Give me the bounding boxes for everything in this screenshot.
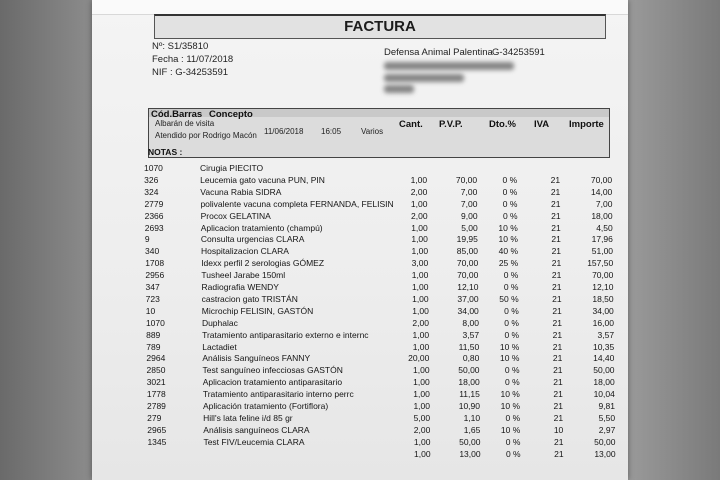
item-pvp: 37,00: [457, 293, 479, 304]
item-qty: 1,00: [412, 329, 430, 340]
item-iva: 21: [552, 293, 562, 304]
item-discount: 0 %: [503, 282, 519, 292]
item-description: Lactadiet: [202, 341, 237, 352]
company-name: Defensa Animal Palentina: [384, 47, 493, 58]
item-pvp: 10,90: [458, 401, 480, 411]
table-row: [94, 294, 628, 306]
item-description: polivalente vacuna completa FERNANDA, FELISIN: [200, 198, 394, 209]
header-iva: IVA: [534, 119, 550, 130]
table-row: [93, 246, 628, 258]
item-discount: 0 %: [505, 436, 521, 447]
item-qty: 3,00: [411, 258, 429, 269]
item-pvp: 0,80: [462, 353, 480, 364]
item-code: 2779: [144, 198, 164, 209]
item-code: 1778: [146, 389, 166, 400]
item-code: 10: [145, 305, 156, 316]
item-qty: 1,00: [413, 365, 430, 376]
albaran-label: Albarán de visita: [155, 119, 215, 128]
item-description: Tratamiento antiparasitario externo e internc: [202, 329, 369, 340]
albaran-time: 16:05: [321, 127, 342, 136]
item-discount: 0 %: [504, 329, 520, 340]
item-pvp: 70,00: [457, 270, 479, 281]
item-discount: 0 %: [502, 210, 518, 221]
item-pvp: 12,10: [457, 282, 479, 292]
item-pvp: 50,00: [459, 436, 481, 447]
item-discount: 0 %: [502, 174, 518, 185]
item-importe: 50,00: [594, 436, 616, 447]
title-bar: [154, 14, 606, 39]
item-pvp: 1,10: [463, 412, 481, 423]
item-discount: 0 %: [502, 186, 518, 197]
table-row: [94, 318, 628, 330]
item-importe: 51,00: [591, 246, 614, 257]
item-description: Análisis sanguíneos CLARA: [203, 424, 310, 435]
item-iva: 10: [553, 424, 564, 435]
table-row: [93, 234, 628, 246]
item-discount: 10 %: [500, 424, 521, 435]
item-iva: 21: [551, 258, 562, 269]
item-discount: 10 %: [500, 389, 520, 400]
item-code: 2964: [146, 353, 166, 364]
item-code: 340: [145, 246, 160, 257]
item-code: 2965: [147, 424, 167, 435]
item-iva: 21: [550, 186, 561, 197]
attended-by: Atendido por Rodrigo Macón: [155, 131, 257, 140]
item-iva: 21: [553, 436, 564, 447]
item-discount: 0 %: [505, 448, 521, 459]
item-importe: 10,35: [592, 341, 615, 352]
header-concept: Concepto: [209, 109, 253, 120]
item-pvp: 11,15: [459, 389, 480, 400]
item-iva: 21: [553, 389, 563, 400]
albaran-type: Varios: [361, 127, 384, 136]
item-iva: 21: [552, 305, 562, 316]
item-pvp: 19,95: [456, 234, 478, 245]
company-nif: G-34253591: [492, 47, 545, 58]
item-importe: 18,50: [592, 293, 614, 304]
item-qty: 20,00: [408, 353, 430, 364]
item-pvp: 1,65: [463, 424, 481, 435]
table-row: [93, 211, 628, 223]
header-code: Cód.Barras: [151, 109, 203, 120]
item-iva: 21: [552, 317, 562, 328]
table-row: [95, 401, 628, 413]
table-row: [96, 449, 628, 461]
item-qty: 1,00: [412, 293, 429, 304]
item-iva: 21: [554, 448, 564, 459]
item-importe: 9,81: [598, 401, 615, 411]
header-dto: Dto.%: [489, 119, 516, 130]
invoice-nif: NIF : G-34253591: [152, 67, 229, 78]
item-iva: 21: [553, 412, 564, 423]
item-importe: 16,00: [592, 317, 614, 328]
invoice-paper: [92, 0, 628, 480]
item-importe: 70,00: [590, 174, 613, 185]
table-row: [92, 163, 628, 175]
item-qty: 1,00: [411, 222, 428, 233]
item-qty: 2,00: [410, 186, 428, 197]
item-pvp: 7,00: [460, 198, 478, 209]
item-iva: 21: [550, 174, 561, 185]
item-iva: 21: [553, 377, 563, 388]
item-code: 347: [145, 282, 160, 292]
item-discount: 0 %: [502, 198, 518, 209]
redacted-address-line: [384, 85, 414, 93]
item-iva: 21: [551, 234, 561, 245]
item-importe: 2,97: [598, 424, 616, 435]
item-importe: 17,96: [591, 234, 613, 245]
item-description: Test sanguíneo infecciosas GASTÓN: [202, 365, 343, 376]
item-pvp: 7,00: [460, 186, 478, 197]
item-code: 3021: [146, 377, 166, 388]
table-row: [95, 389, 628, 401]
invoice-title: FACTURA: [344, 18, 416, 35]
item-discount: 0 %: [504, 317, 519, 328]
item-code: 1070: [144, 163, 163, 173]
item-qty: 1,00: [412, 341, 430, 352]
item-iva: 21: [553, 365, 563, 376]
table-row: [94, 330, 628, 342]
item-importe: 14,00: [591, 186, 613, 197]
item-iva: 21: [552, 282, 562, 292]
albaran-date: 11/06/2018: [264, 127, 304, 136]
item-discount: 50 %: [499, 293, 519, 304]
item-iva: 21: [551, 210, 561, 221]
header-qty: Cant.: [399, 119, 423, 130]
item-importe: 7,00: [595, 198, 613, 209]
item-description: Análisis Sanguíneos FANNY: [202, 353, 311, 364]
header-pvp: P.V.P.: [439, 119, 463, 130]
item-pvp: 5,00: [461, 222, 478, 233]
item-code: 279: [147, 412, 162, 423]
item-discount: 10 %: [498, 234, 518, 245]
item-discount: 10 %: [500, 401, 520, 411]
item-code: 889: [146, 329, 161, 340]
previous-page-edge: [92, 0, 628, 15]
table-row: [95, 425, 628, 437]
item-description: Leucemia gato vacuna PUN, PIN: [200, 174, 325, 185]
item-importe: 18,00: [591, 210, 613, 221]
item-discount: 0 %: [505, 412, 521, 423]
table-row: [95, 377, 628, 389]
invoice-date: Fecha : 11/07/2018: [152, 54, 234, 65]
item-pvp: 18,00: [458, 377, 480, 388]
table-row: [93, 223, 628, 235]
item-qty: 1,00: [413, 436, 431, 447]
item-qty: 1,00: [412, 305, 429, 316]
item-iva: 21: [552, 329, 563, 340]
item-description: Procox GELATINA: [200, 210, 271, 221]
item-importe: 5,50: [598, 412, 616, 423]
item-description: castracion gato TRISTÁN: [201, 293, 298, 304]
item-description: Vacuna Rabia SIDRA: [200, 186, 282, 197]
item-pvp: 85,00: [456, 246, 479, 257]
item-pvp: 3,57: [462, 329, 480, 340]
item-code: 1708: [145, 258, 165, 269]
item-importe: 4,50: [596, 222, 613, 233]
item-pvp: 8,00: [462, 317, 479, 328]
item-importe: 13,00: [594, 448, 616, 459]
item-importe: 3,57: [597, 329, 615, 340]
table-row: [94, 342, 628, 354]
item-description: Hospitalizacion CLARA: [201, 246, 289, 257]
item-description: Test FIV/Leucemia CLARA: [203, 436, 305, 447]
item-qty: 1,00: [413, 377, 430, 388]
item-code: 326: [144, 174, 159, 185]
item-pvp: 34,00: [457, 305, 479, 316]
item-code: 723: [145, 293, 160, 304]
header-importe: Importe: [569, 119, 604, 130]
item-discount: 0 %: [504, 365, 520, 376]
item-qty: 1,00: [410, 198, 428, 209]
item-code: 9: [144, 234, 150, 245]
item-code: 1070: [145, 317, 165, 328]
table-row: [93, 270, 628, 282]
item-pvp: 13,00: [459, 448, 481, 459]
item-description: Tratamiento antiparasitario interno perrc: [202, 389, 354, 400]
item-qty: 1,00: [411, 246, 429, 257]
item-importe: 14,40: [593, 353, 615, 364]
item-code: 1345: [147, 436, 167, 447]
item-qty: 2,00: [413, 424, 431, 435]
item-qty: 2,00: [412, 317, 429, 328]
item-discount: 10 %: [500, 353, 520, 364]
item-discount: 0 %: [503, 270, 519, 281]
item-code: 789: [146, 341, 161, 352]
table-row: [92, 199, 628, 211]
item-description: Duphalac: [201, 317, 238, 328]
table-row: [95, 437, 628, 449]
item-code: 2693: [144, 222, 164, 233]
item-iva: 21: [552, 341, 563, 352]
item-discount: 0 %: [504, 305, 519, 316]
item-description: Cirugia PIECITO: [200, 163, 264, 173]
item-pvp: 50,00: [458, 365, 480, 376]
table-row: [95, 365, 628, 377]
item-pvp: 9,00: [461, 210, 478, 221]
item-iva: 21: [552, 353, 563, 364]
item-qty: 1,00: [413, 401, 430, 411]
item-description: Radiografia WENDY: [201, 282, 279, 292]
item-pvp: 70,00: [456, 258, 479, 269]
item-importe: 12,10: [592, 282, 614, 292]
background-right: [628, 0, 720, 480]
item-description: Idexx perfil 2 serologias GÓMEZ: [201, 258, 325, 269]
item-description: Hill's lata feline i/d 85 gr: [203, 412, 293, 423]
item-code: 2789: [147, 401, 166, 411]
redacted-address-line: [384, 62, 514, 70]
item-description: Aplicacion tratamiento antiparasitario: [202, 377, 343, 388]
item-iva: 21: [551, 270, 562, 281]
table-row: [92, 175, 628, 187]
item-iva: 21: [551, 246, 562, 257]
item-importe: 157,50: [587, 258, 614, 269]
redacted-address-line: [384, 74, 464, 82]
item-qty: 1,00: [410, 174, 428, 185]
notes-label: NOTAS :: [148, 147, 183, 157]
item-discount: 10 %: [498, 222, 518, 233]
table-row: [94, 353, 628, 365]
item-qty: 1,00: [411, 270, 429, 281]
background-left: [0, 0, 92, 480]
item-importe: 10,04: [593, 389, 615, 400]
item-importe: 34,00: [592, 305, 614, 316]
item-code: 2850: [146, 365, 166, 376]
item-description: Aplicacion tratamiento (champú): [200, 222, 323, 233]
table-row: [93, 258, 628, 270]
item-code: 2956: [145, 270, 165, 281]
item-qty: 5,00: [413, 412, 431, 423]
item-qty: 1,00: [414, 448, 431, 459]
item-discount: 40 %: [498, 246, 519, 257]
item-importe: 50,00: [593, 365, 615, 376]
item-description: Tusheel Jarabe 150ml: [201, 270, 286, 281]
item-discount: 0 %: [505, 377, 520, 388]
item-iva: 21: [553, 401, 563, 411]
item-qty: 1,00: [411, 282, 429, 292]
item-qty: 1,00: [413, 389, 430, 400]
item-pvp: 70,00: [455, 174, 478, 185]
item-qty: 2,00: [411, 210, 428, 221]
item-importe: 18,00: [593, 377, 615, 388]
table-row: [94, 282, 629, 294]
item-discount: 10 %: [499, 341, 520, 352]
item-description: Microchip FELISIN, GASTÓN: [201, 305, 314, 316]
table-row: [92, 187, 628, 199]
item-code: 324: [144, 186, 159, 197]
item-iva: 21: [550, 198, 561, 209]
invoice-meta: [152, 40, 233, 79]
table-row: [95, 413, 628, 425]
table-header: [148, 108, 610, 158]
invoice-number: Nº: S1/35810: [152, 41, 209, 52]
item-importe: 70,00: [592, 270, 614, 281]
item-discount: 25 %: [498, 258, 519, 269]
item-iva: 21: [551, 222, 561, 233]
table-row: [94, 306, 628, 318]
item-description: Consulta urgencias CLARA: [200, 234, 305, 245]
item-description: Aplicación tratamiento (Fortiflora): [203, 401, 329, 411]
item-pvp: 11,50: [458, 341, 480, 352]
item-code: 2366: [144, 210, 164, 221]
item-qty: 1,00: [411, 234, 428, 245]
